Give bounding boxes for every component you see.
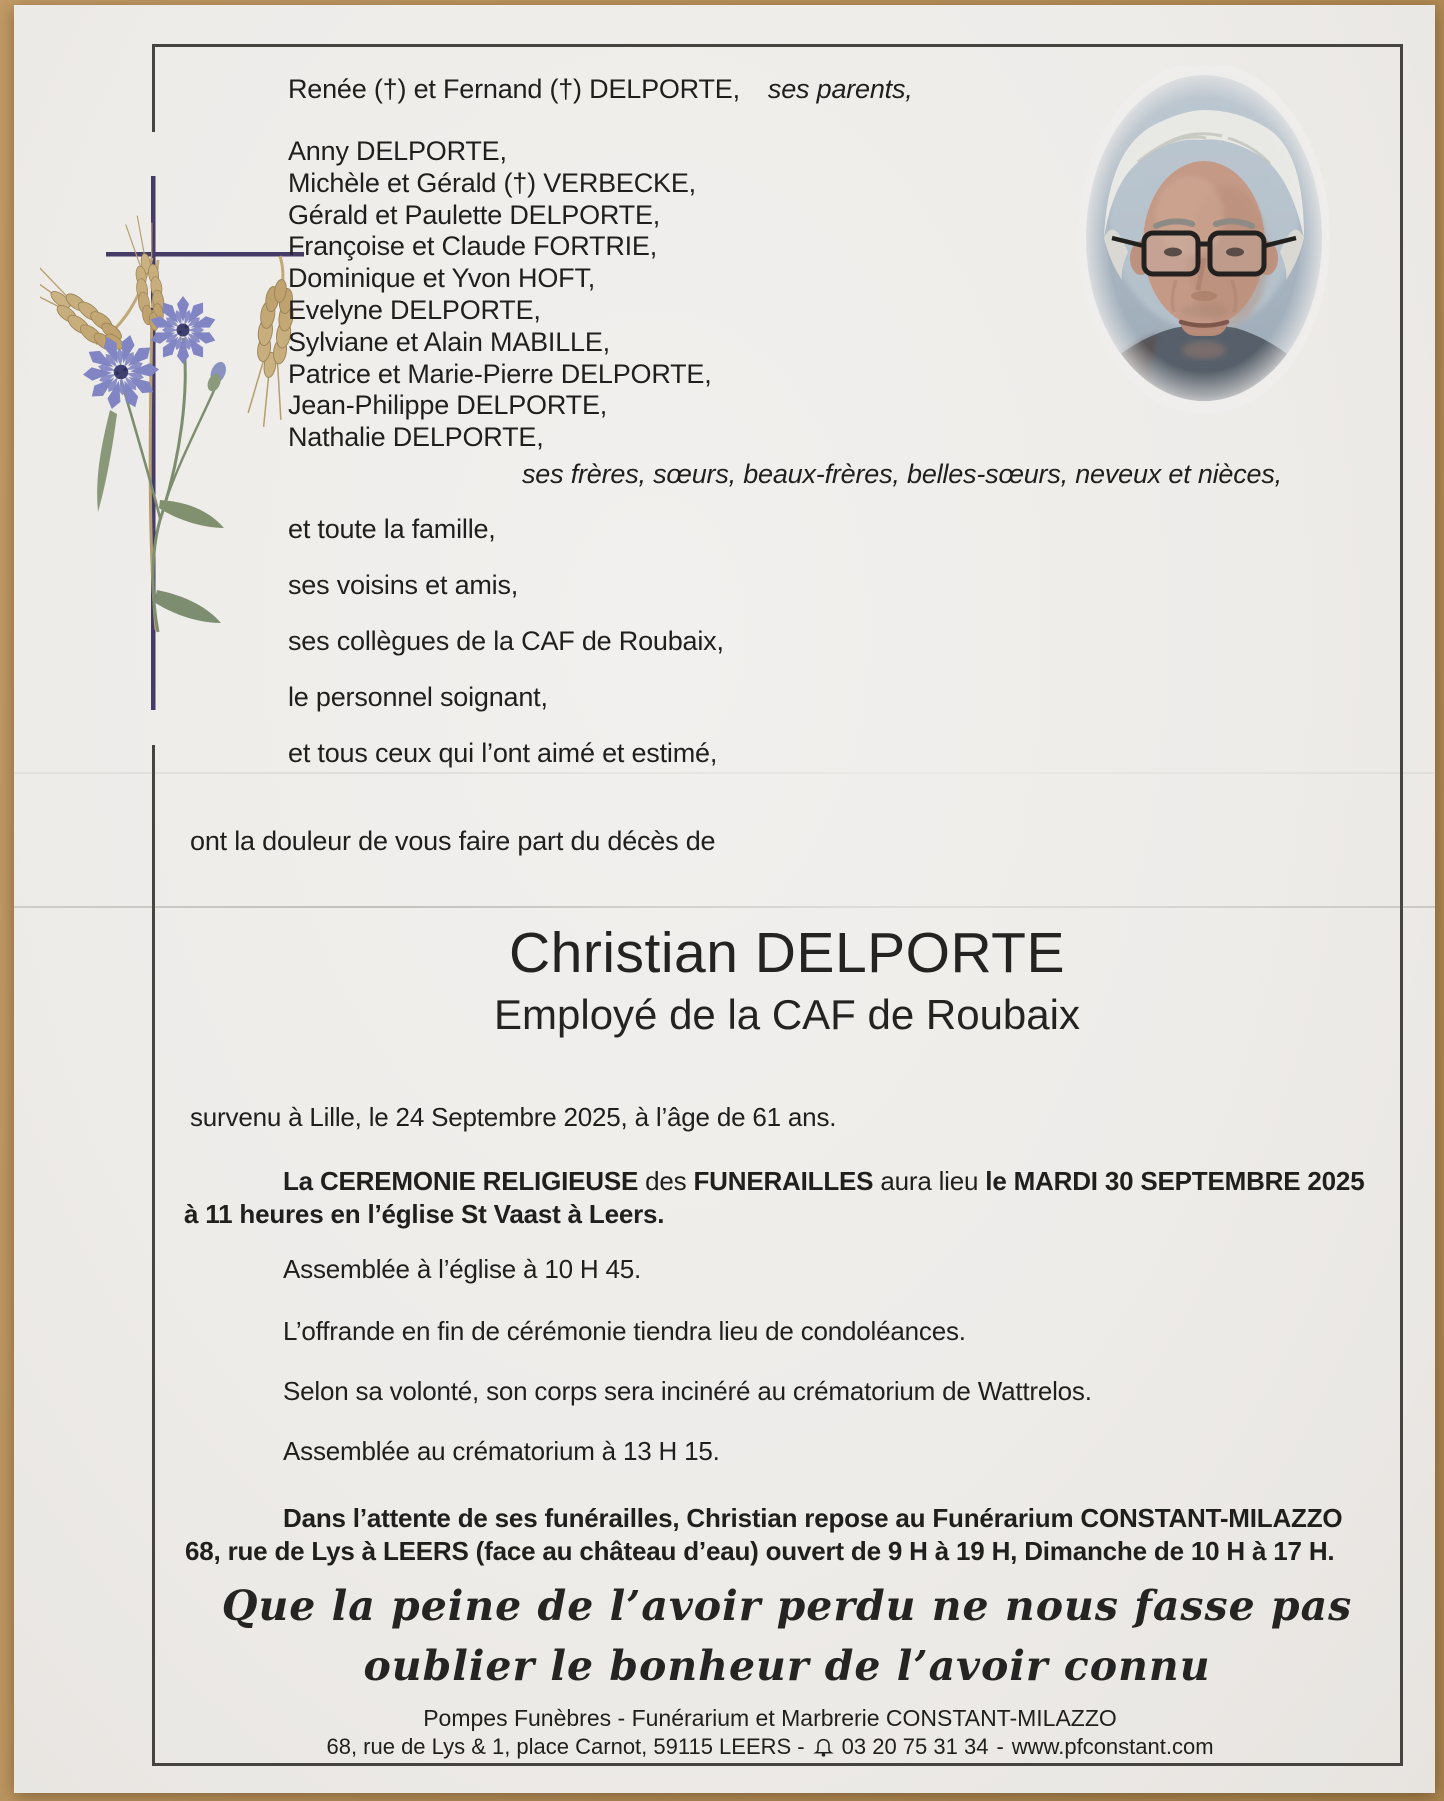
ceremony-details-line1: La CEREMONIE RELIGIEUSE des FUNERAILLES aura lieu le MARDI 30 SEPTEMBRE 2025 [283,1166,1365,1196]
epitaph-line1: Que la peine de l’avoir perdu ne nous fasse pas [221,1582,1353,1630]
frame-right-line [1400,44,1403,1766]
parents-names: Renée (†) et Fernand (†) DELPORTE, [288,74,740,104]
family-name: Gérald et Paulette DELPORTE, [288,199,661,230]
acknowledgment-line: ses voisins et amis, [288,570,519,600]
funeral-home-contact-line [140,1734,1400,1760]
epitaph-line2: oublier le bonheur de l’avoir connu [363,1642,1211,1690]
family-name: Françoise et Claude FORTRIE, [288,231,658,262]
leaf [97,410,117,512]
parents-line [288,74,913,105]
acknowledgment-line: et toute la famille, [288,514,496,544]
portrait-photo [1078,66,1330,416]
cornflower-bud [204,360,229,394]
fold-crease [14,906,1435,908]
acknowledgment-line: ses collègues de la CAF de Roubaix, [288,626,724,656]
family-name: Michèle et Gérald (†) VERBECKE, [288,167,696,198]
crematorium-assembly-line: Assemblée au crématorium à 13 H 15. [283,1436,720,1466]
frame-left-upper-line [152,44,155,132]
parents-relation: ses parents, [767,74,913,104]
cremation-line: Selon sa volonté, son corps sera incinéré au crématorium de Wattrelos. [283,1376,1092,1406]
family-name: Sylviane et Alain MABILLE, [288,326,610,357]
family-names-list [288,136,712,454]
intro-line: ont la douleur de vous faire part du décès de [190,826,716,856]
ceremony-event: FUNERAILLES [693,1166,874,1196]
relations-line: ses frères, sœurs, beaux-frères, belles-sœurs, neveux et nièces, [522,459,1282,489]
leaf [159,500,224,528]
family-name: Patrice et Marie-Pierre DELPORTE, [288,358,712,389]
acknowledgment-line: le personnel soignant, [288,682,548,712]
wheat-ear-center [125,214,168,333]
cross-wheat-cornflowers-art [40,160,320,720]
repose-line2: 68, rue de Lys à LEERS (face au château d’eau) ouvert de 9 H à 19 H, Dimanche de 10 H à 17 H. [185,1536,1335,1566]
funeral-home-name: Pompes Funèbres - Funérarium et Marbrerie CONSTANT-MILAZZO [423,1705,1117,1731]
family-name: Evelyne DELPORTE, [288,294,541,325]
fold-crease-faint [14,772,1435,774]
acknowledgment-line: et tous ceux qui l’ont aimé et estimé, [288,738,718,768]
deceased-occupation: Employé de la CAF de Roubaix [494,991,1080,1038]
frame-bottom-line [152,1763,1403,1766]
ceremony-date: le MARDI 30 SEPTEMBRE 2025 [985,1166,1365,1196]
leaf [154,590,221,623]
family-name: Anny DELPORTE, [288,136,507,166]
wheat-ear-left [40,253,132,361]
offering-line: L’offrande en fin de cérémonie tiendra lieu de condoléances. [283,1316,966,1346]
deceased-name: Christian DELPORTE [509,921,1065,985]
funeral-home-phone: 03 20 75 31 34 [841,1734,989,1759]
funeral-home-website: www.pfconstant.com [1011,1734,1214,1759]
repose-line1: Dans l’attente de ses funérailles, Christian repose au Funérarium CONSTANT-MILAZZO [283,1503,1343,1533]
bell-icon [813,1737,834,1758]
family-name: Nathalie DELPORTE, [288,422,544,453]
death-details-line: survenu à Lille, le 24 Septembre 2025, à l’âge de 61 ans. [190,1102,837,1132]
church-assembly-line: Assemblée à l’église à 10 H 45. [283,1254,642,1284]
funeral-home-address: 68, rue de Lys & 1, place Carnot, 59115 LEERS - [326,1734,805,1759]
ceremony-lead: La CEREMONIE RELIGIEUSE [283,1166,639,1196]
ceremony-details-line2: à 11 heures en l’église St Vaast à Leers. [184,1199,665,1229]
separator-dash: - [996,1734,1004,1759]
family-name: Dominique et Yvon HOFT, [288,263,596,294]
family-name: Jean-Philippe DELPORTE, [288,390,608,421]
frame-top-line [152,44,1403,47]
